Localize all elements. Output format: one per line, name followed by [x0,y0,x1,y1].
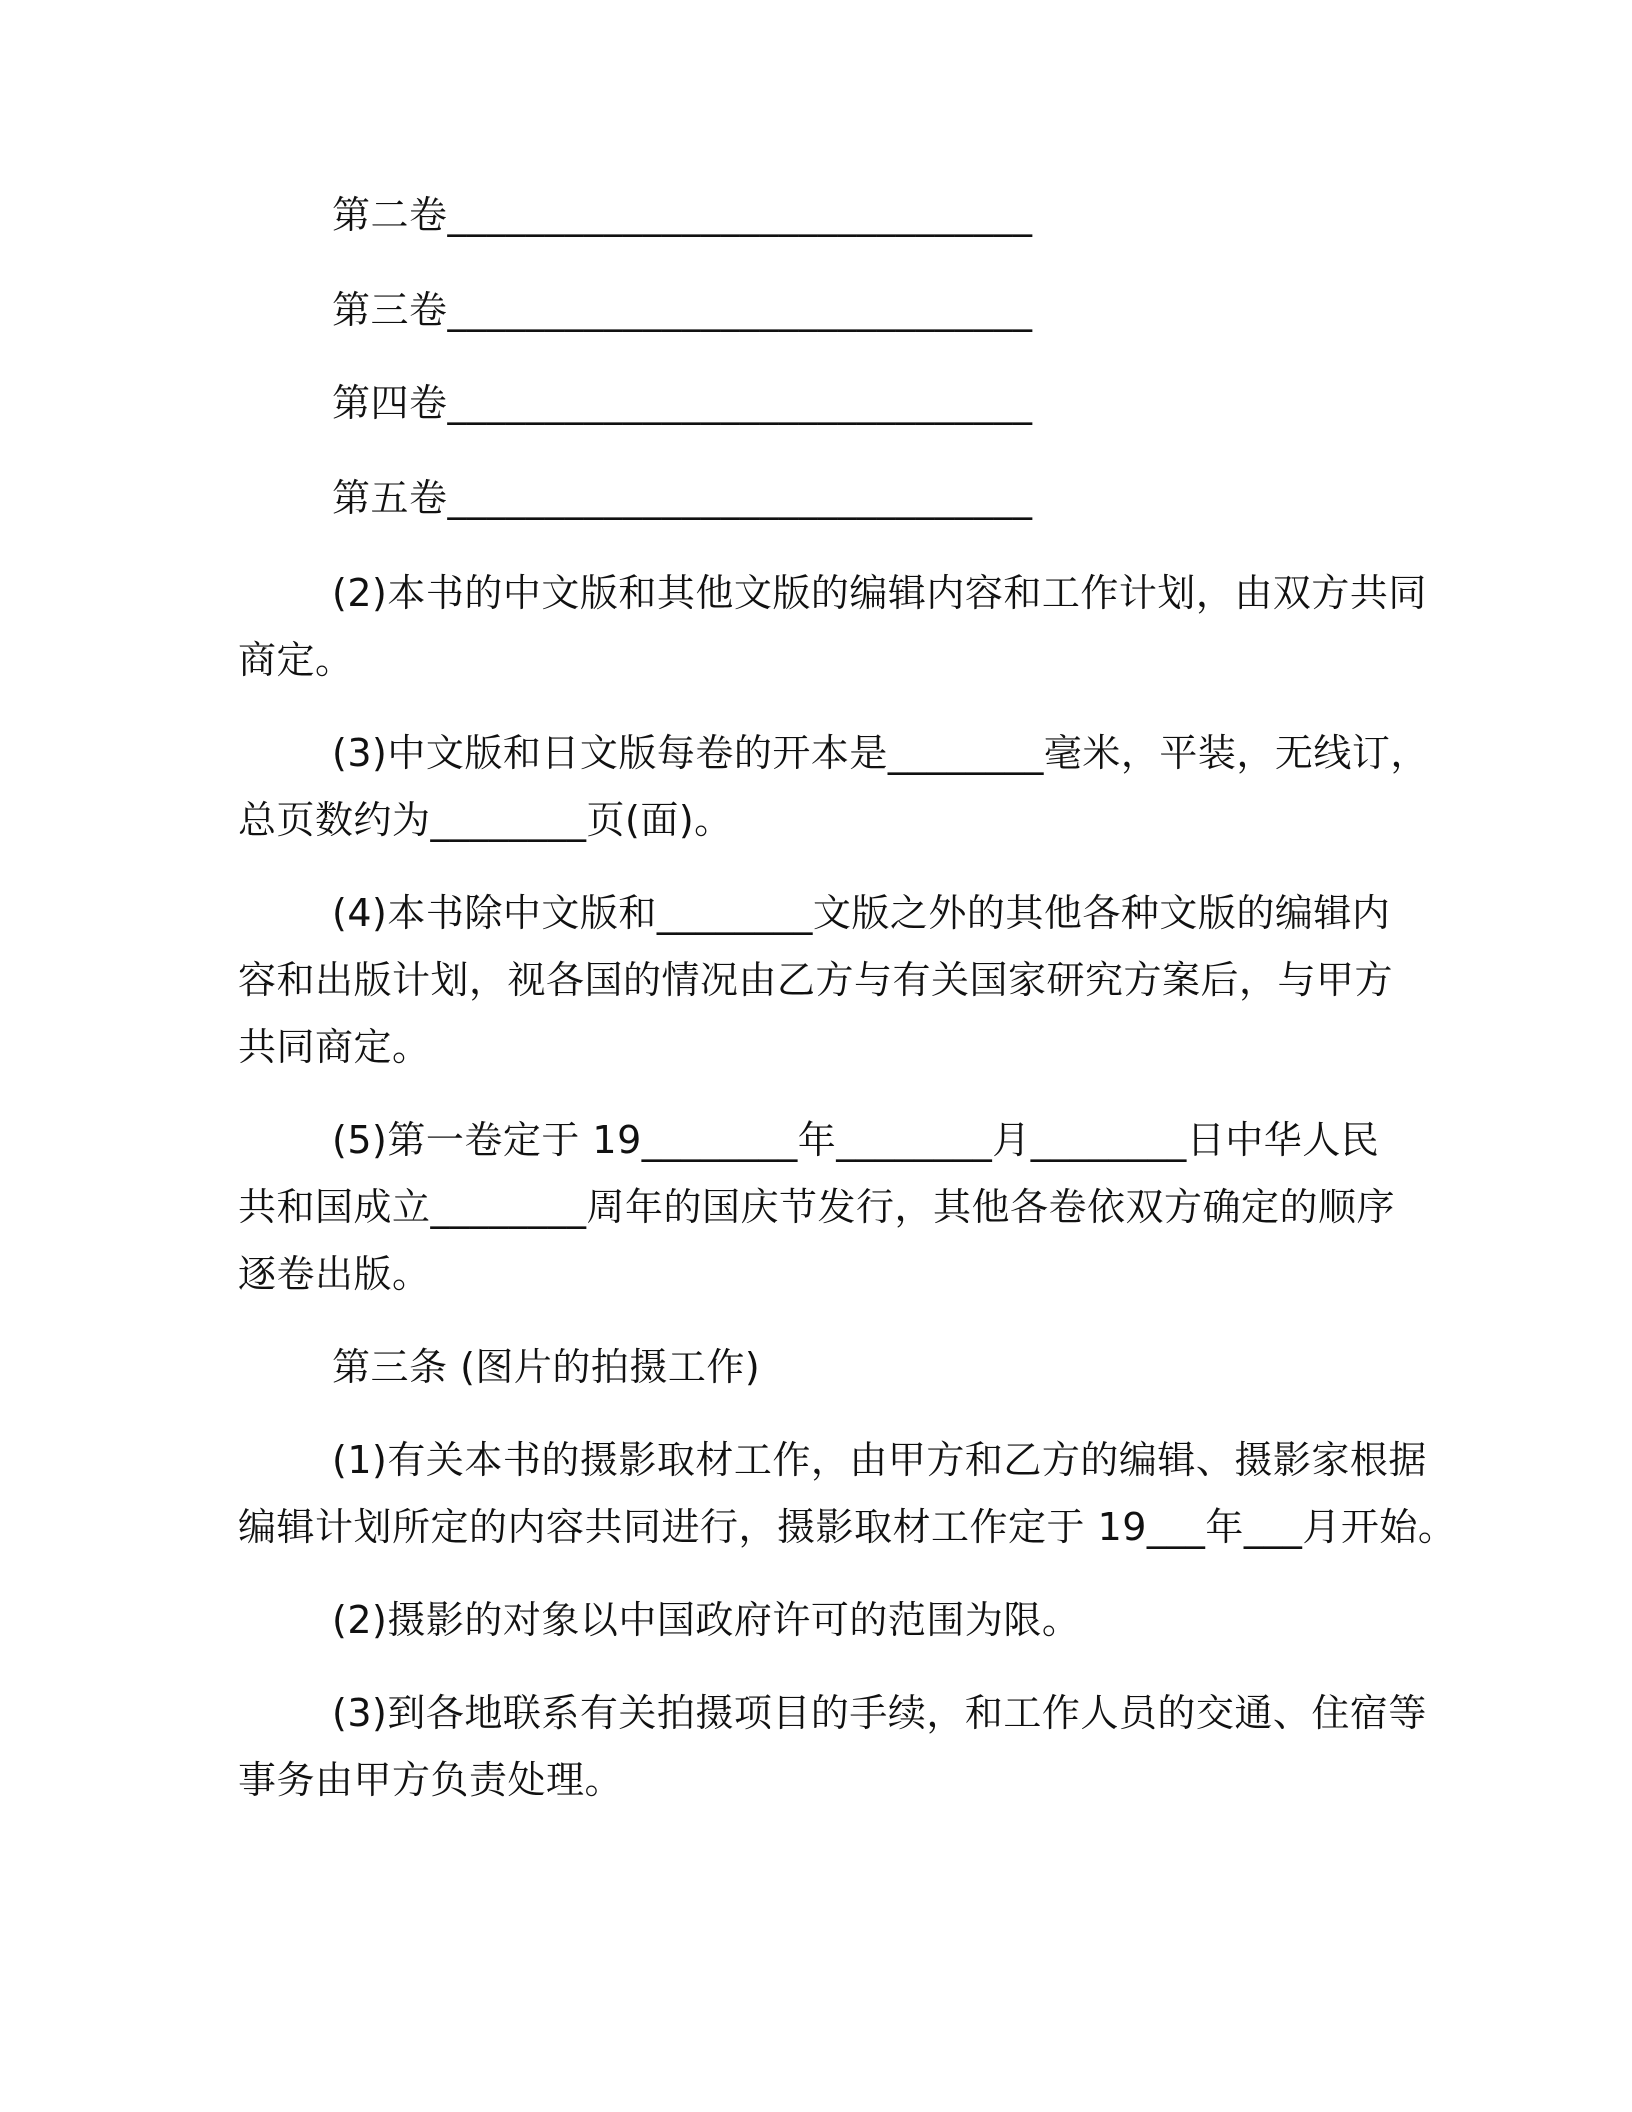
article-3-heading: 第三条 (图片的拍摄工作) [332,1345,761,1389]
paragraph-2-line-1: (2)本书的中文版和其他文版的编辑内容和工作计划，由双方共同 [332,571,1427,615]
volume-3-line: 第三卷______________________________ [332,288,1033,332]
article-3-paragraph-3-line-1: (3)到各地联系有关拍摄项目的手续，和工作人员的交通、住宿等 [332,1691,1427,1735]
paragraph-5-line-3: 逐卷出版。 [238,1252,431,1296]
paragraph-3-line-2: 总页数约为________页(面)。 [238,798,733,842]
volume-4-line: 第四卷______________________________ [332,381,1033,425]
volume-2-line: 第二卷______________________________ [332,193,1033,237]
paragraph-4-line-1: (4)本书除中文版和________文版之外的其他各种文版的编辑内 [332,891,1391,935]
volume-5-line: 第五卷______________________________ [332,476,1033,520]
paragraph-4-line-2: 容和出版计划，视各国的情况由乙方与有关国家研究方案后，与甲方 [238,958,1394,1002]
article-3-paragraph-2: (2)摄影的对象以中国政府许可的范围为限。 [332,1598,1081,1642]
paragraph-4-line-3: 共同商定。 [238,1025,431,1069]
article-3-paragraph-1-line-1: (1)有关本书的摄影取材工作，由甲方和乙方的编辑、摄影家根据 [332,1438,1427,1482]
article-3-paragraph-1-line-2: 编辑计划所定的内容共同进行，摄影取材工作定于 19___年___月开始。 [238,1505,1457,1549]
paragraph-3-line-1: (3)中文版和日文版每卷的开本是________毫米，平装，无线订， [332,731,1429,775]
paragraph-5-line-1: (5)第一卷定于 19________年________月________日中华人民 [332,1118,1380,1162]
article-3-paragraph-3-line-2: 事务由甲方负责处理。 [238,1758,624,1802]
paragraph-2-line-2: 商定。 [238,638,354,682]
paragraph-5-line-2: 共和国成立________周年的国庆节发行，其他各卷依双方确定的顺序 [238,1185,1396,1229]
